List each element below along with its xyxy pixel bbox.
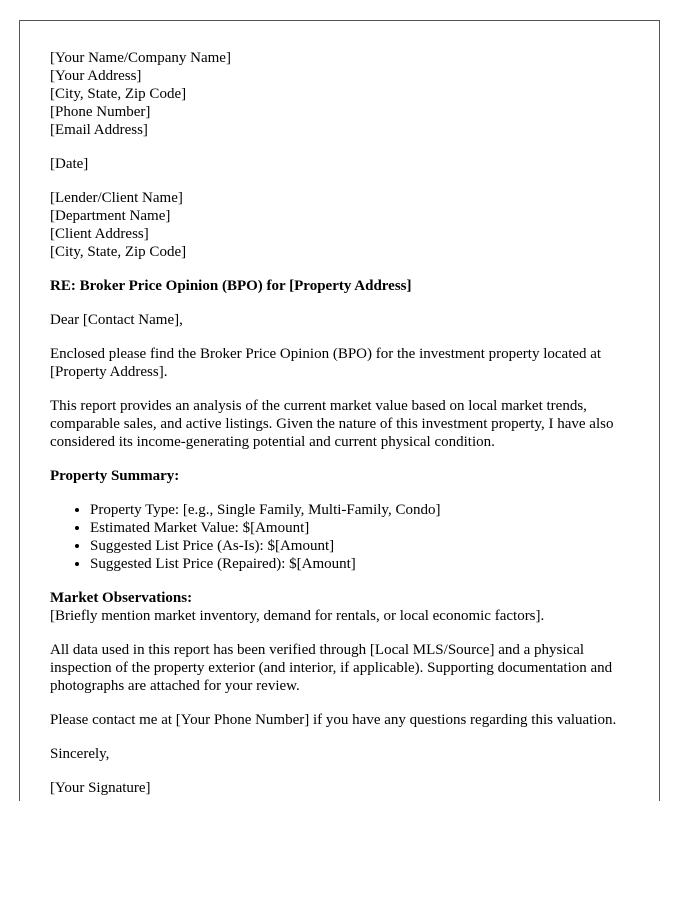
market-observations-text: [Briefly mention market inventory, demand for rentals, or local economic factors]. xyxy=(50,608,545,624)
list-item: • Suggested List Price (Repaired): $[Amount] xyxy=(90,555,635,573)
recipient-department: [Department Name] xyxy=(50,208,171,224)
letter-content xyxy=(50,49,635,801)
recipient-city-state-zip: [City, State, Zip Code] xyxy=(50,244,187,260)
sender-block xyxy=(50,49,635,139)
sender-address: [Your Address] xyxy=(50,68,142,84)
list-item: • Property Type: [e.g., Single Family, Multi-Family, Condo] xyxy=(90,501,635,519)
recipient-name: [Lender/Client Name] xyxy=(50,190,183,206)
letter-date: [Date] xyxy=(50,156,89,172)
verification-paragraph: All data used in this report has been verified through [Local MLS/Source] and a physical inspection of the property exterior (and interior, if applicable). Supporting documentation and photographs are attached for your review. xyxy=(50,642,613,694)
recipient-block xyxy=(50,189,635,261)
sender-phone: [Phone Number] xyxy=(50,104,151,120)
property-summary-list xyxy=(50,501,635,573)
intro-paragraph: Enclosed please find the Broker Price Opinion (BPO) for the investment property located at [Property Address]. xyxy=(50,346,602,380)
sender-name: [Your Name/Company Name] xyxy=(50,50,231,66)
recipient-address: [Client Address] xyxy=(50,226,149,242)
list-item: • Suggested List Price (As-Is): $[Amount] xyxy=(90,537,635,555)
property-summary-heading: Property Summary: xyxy=(50,468,180,484)
letter-page xyxy=(19,20,660,801)
salutation: Dear [Contact Name], xyxy=(50,312,183,328)
list-item: • Estimated Market Value: $[Amount] xyxy=(90,519,635,537)
signature: [Your Signature] xyxy=(50,780,151,796)
subject-line: RE: Broker Price Opinion (BPO) for [Property Address] xyxy=(50,278,412,294)
market-observations-heading: Market Observations: xyxy=(50,590,193,606)
market-observations-block xyxy=(50,589,635,625)
sender-city-state-zip: [City, State, Zip Code] xyxy=(50,86,187,102)
closing: Sincerely, xyxy=(50,746,110,762)
contact-paragraph: Please contact me at [Your Phone Number] if you have any questions regarding this valuation. xyxy=(50,712,617,728)
analysis-paragraph: This report provides an analysis of the current market value based on local market trends, comparable sales, and active listings. Given the nature of this investment property, I have also considered its income-generating potential and current physical condition. xyxy=(50,398,614,450)
sender-email: [Email Address] xyxy=(50,122,148,138)
